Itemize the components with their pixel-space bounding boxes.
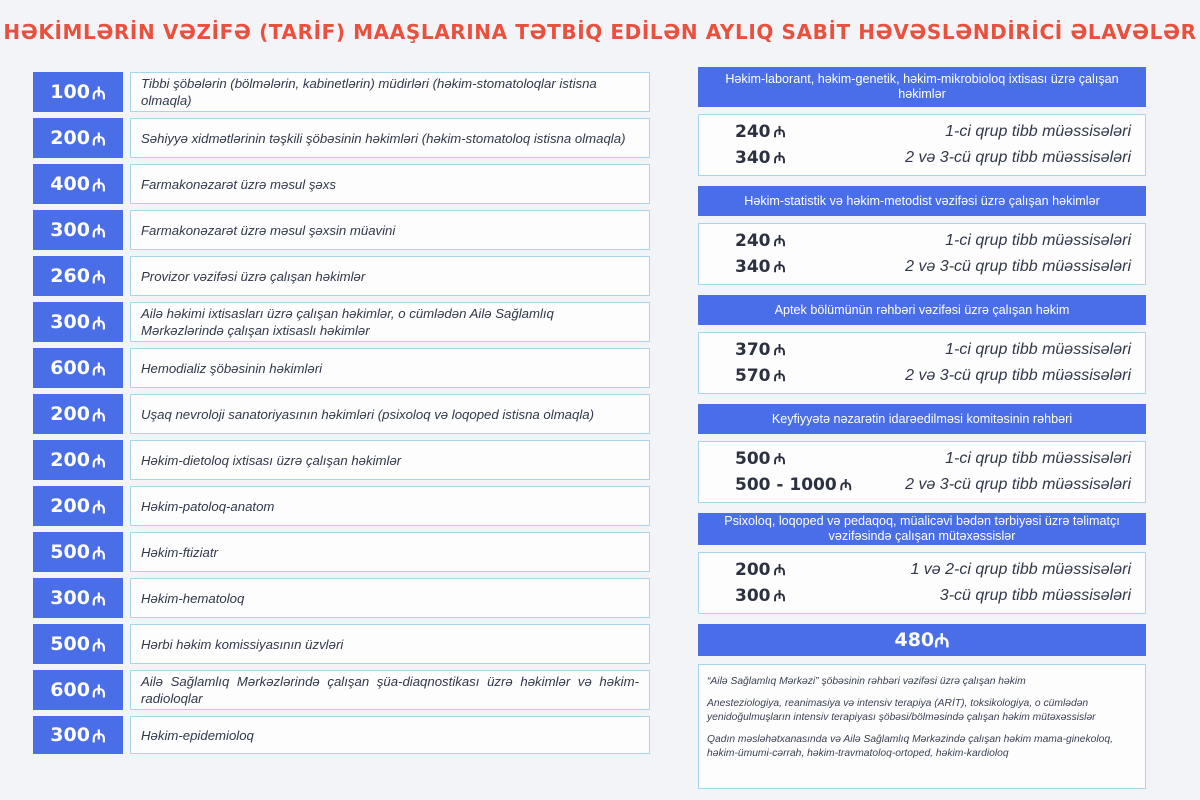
amount-value: 260 [50, 265, 90, 287]
note-item: “Ailə Sağlamlıq Mərkəzi” şöbəsinin rəhbəri vəzifəsi üzrə çalışan həkim [707, 676, 1026, 687]
bottom-amount-banner [698, 624, 1146, 656]
page-title: HƏKİMLƏRİN VƏZİFƏ (TARİF) MAAŞLARINA TƏTBİQ EDİLƏN AYLIQ SABİT HƏVƏSLƏNDİRİCİ ƏLAVƏLƏR [3, 20, 1197, 44]
row-description: Farmakonəzarət üzrə məsul şəxs [130, 164, 650, 204]
row-description: Səhiyyə xidmətlərinin təşkili şöbəsinin həkimləri (həkim-stomatoloq istisna olmaqla) [130, 118, 650, 158]
section-line [735, 557, 1131, 583]
section-header: Aptek bölümünün rəhbəri vəzifəsi üzrə çalışan həkim [698, 295, 1146, 325]
section-line [735, 119, 1131, 145]
section-header: Həkim-statistik və həkim-metodist vəzifəsi üzrə çalışan həkimlər [698, 186, 1146, 216]
manat-sign: ₼ [91, 221, 106, 242]
amount-value: 300 [50, 724, 90, 746]
amount-value: 200 [50, 403, 90, 425]
amount-value: 370 [735, 340, 771, 360]
manat-sign: ₼ [773, 232, 786, 250]
manat-sign: ₼ [773, 561, 786, 579]
manat-sign: ₼ [91, 543, 106, 564]
amount-value: 300 [50, 587, 90, 609]
section-line [735, 446, 1131, 472]
amount-label [33, 486, 123, 526]
institution-group: 2 və 3-cü qrup tibb müəssisələri [905, 149, 1131, 166]
manat-sign: ₼ [839, 476, 852, 494]
amount-label [735, 475, 852, 495]
section-box [698, 552, 1146, 614]
manat-sign: ₼ [91, 635, 106, 656]
row-description: Hemodializ şöbəsinin həkimləri [130, 348, 650, 388]
amount-label [735, 148, 786, 168]
row-description: Uşaq nevroloji sanatoriyasının həkimləri (psixoloq və loqoped istisna olmaqla) [130, 394, 650, 434]
table-row [33, 164, 650, 204]
section [698, 513, 1146, 614]
manat-sign: ₼ [773, 587, 786, 605]
institution-group: 1 və 2-ci qrup tibb müəssisələri [910, 561, 1131, 578]
amount-label [735, 366, 786, 386]
manat-sign: ₼ [773, 341, 786, 359]
section-line [735, 254, 1131, 280]
amount-label [33, 72, 123, 112]
bottom-notes [698, 664, 1146, 789]
amount-label [33, 578, 123, 618]
amount-value: 300 [735, 586, 771, 606]
amount-value: 600 [50, 357, 90, 379]
section-line [735, 583, 1131, 609]
right-column [698, 67, 1146, 789]
section-header: Həkim-laborant, həkim-genetik, həkim-mikrobioloq ixtisası üzrə çalışan həkimlər [698, 67, 1146, 107]
row-description: Farmakonəzarət üzrə məsul şəxsin müavini [130, 210, 650, 250]
amount-value: 340 [735, 257, 771, 277]
table-row [33, 716, 650, 754]
table-row [33, 348, 650, 388]
amount-value: 400 [50, 173, 90, 195]
table-row [33, 394, 650, 434]
amount-label [735, 122, 786, 142]
row-description: Həkim-patoloq-anatom [130, 486, 650, 526]
amount-label [33, 256, 123, 296]
amount-label [33, 624, 123, 664]
amount-label [33, 716, 123, 754]
institution-group: 2 və 3-cü qrup tibb müəssisələri [905, 476, 1131, 493]
amount-value: 100 [50, 81, 90, 103]
amount-value: 200 [50, 495, 90, 517]
row-description: Ailə Sağlamlıq Mərkəzlərində çalışan şüa-diaqnostikası üzrə həkimlər və həkim-radioloqlar [130, 670, 650, 710]
amount-label [33, 440, 123, 480]
amount-label [33, 348, 123, 388]
table-row [33, 302, 650, 342]
manat-sign: ₼ [91, 175, 106, 196]
row-description: Həkim-epidemioloq [130, 716, 650, 754]
manat-sign: ₼ [91, 267, 106, 288]
section-box [698, 332, 1146, 394]
amount-value: 300 [50, 219, 90, 241]
amount-value: 200 [735, 560, 771, 580]
section-line [735, 363, 1131, 389]
amount-value: 200 [50, 127, 90, 149]
amount-label [735, 340, 786, 360]
amount-label [33, 394, 123, 434]
table-row [33, 532, 650, 572]
manat-sign: ₼ [773, 123, 786, 141]
amount-value: 300 [50, 311, 90, 333]
manat-sign: ₼ [773, 367, 786, 385]
row-description: Həkim-ftiziatr [130, 532, 650, 572]
note-item: Anesteziologiya, reanimasiya və intensiv terapiya (ARİT), toksikologiya, o cümlədən yenidoğulmuşların intensiv terapiyası şöbəsi/bölməsində çalışan həkim mütəxəssislər [707, 697, 1096, 723]
table-row [33, 210, 650, 250]
manat-sign: ₼ [91, 83, 106, 104]
section [698, 404, 1146, 503]
amount-label [735, 560, 786, 580]
manat-sign: ₼ [934, 630, 950, 652]
section-header: Psixoloq, loqoped və pedaqoq, müalicəvi bədən tərbiyəsi üzrə təlimatçı vəzifəsində çalışan mütəxəssislər [698, 513, 1146, 545]
section-box [698, 114, 1146, 176]
manat-sign: ₼ [91, 451, 106, 472]
row-description: Hərbi həkim komissiyasının üzvləri [130, 624, 650, 664]
amount-value: 500 - 1000 [735, 475, 837, 495]
amount-label [33, 302, 123, 342]
amount-value: 200 [50, 449, 90, 471]
institution-group: 1-ci qrup tibb müəssisələri [945, 232, 1131, 249]
institution-group: 1-ci qrup tibb müəssisələri [945, 341, 1131, 358]
note-item: Qadın məsləhətxanasında və Ailə Sağlamlıq Mərkəzində çalışan həkim mama-ginekoloq, həkim-ümumi-cərrah, həkim-travmatoloq-ortoped, həkim-kardioloq [707, 733, 1113, 759]
manat-sign: ₼ [773, 149, 786, 167]
amount-label [33, 532, 123, 572]
amount-label [735, 257, 786, 277]
manat-sign: ₼ [773, 450, 786, 468]
amount-label [33, 164, 123, 204]
section-line [735, 472, 1131, 498]
manat-sign: ₼ [91, 359, 106, 380]
manat-sign: ₼ [91, 405, 106, 426]
table-row [33, 72, 650, 112]
row-description: Həkim-dietoloq ixtisası üzrə çalışan həkimlər [130, 440, 650, 480]
section-line [735, 228, 1131, 254]
row-description: Ailə həkimi ixtisasları üzrə çalışan həkimlər, o cümlədən Ailə Sağlamlıq Mərkəzlərində çalışan ixtisaslı həkimlər [130, 302, 650, 342]
institution-group: 2 və 3-cü qrup tibb müəssisələri [905, 258, 1131, 275]
amount-label [33, 210, 123, 250]
section-header: Keyfiyyətə nəzarətin idarəedilməsi komitəsinin rəhbəri [698, 404, 1146, 434]
amount-value: 240 [735, 231, 771, 251]
amount-label [33, 118, 123, 158]
row-description: Həkim-hematoloq [130, 578, 650, 618]
section-box [698, 223, 1146, 285]
amount-value: 340 [735, 148, 771, 168]
institution-group: 2 və 3-cü qrup tibb müəssisələri [905, 367, 1131, 384]
table-row [33, 578, 650, 618]
manat-sign: ₼ [91, 681, 106, 702]
row-description: Provizor vəzifəsi üzrə çalışan həkimlər [130, 256, 650, 296]
institution-group: 1-ci qrup tibb müəssisələri [945, 450, 1131, 467]
institution-group: 1-ci qrup tibb müəssisələri [945, 123, 1131, 140]
manat-sign: ₼ [91, 129, 106, 150]
manat-sign: ₼ [773, 258, 786, 276]
section-box [698, 441, 1146, 503]
row-description: Tibbi şöbələrin (bölmələrin, kabinetlərin) müdirləri (həkim-stomatoloqlar istisna olmaqla) [130, 72, 650, 112]
section [698, 67, 1146, 176]
amount-value: 500 [50, 633, 90, 655]
table-row [33, 624, 650, 664]
amount-value: 240 [735, 122, 771, 142]
table-row [33, 256, 650, 296]
section [698, 186, 1146, 285]
amount-value: 500 [735, 449, 771, 469]
table-row [33, 118, 650, 158]
amount-label [735, 231, 786, 251]
manat-sign: ₼ [91, 497, 106, 518]
institution-group: 3-cü qrup tibb müəssisələri [939, 587, 1131, 604]
left-column [33, 72, 650, 760]
amount-label [33, 670, 123, 710]
section [698, 295, 1146, 394]
amount-value: 600 [50, 679, 90, 701]
manat-sign: ₼ [91, 313, 106, 334]
amount-label [735, 449, 786, 469]
section-line [735, 337, 1131, 363]
table-row [33, 440, 650, 480]
table-row [33, 486, 650, 526]
amount-value: 570 [735, 366, 771, 386]
table-row [33, 670, 650, 710]
amount-value: 480 [894, 629, 935, 651]
manat-sign: ₼ [91, 726, 106, 747]
manat-sign: ₼ [91, 589, 106, 610]
amount-value: 500 [50, 541, 90, 563]
amount-label [735, 586, 786, 606]
section-line [735, 145, 1131, 171]
